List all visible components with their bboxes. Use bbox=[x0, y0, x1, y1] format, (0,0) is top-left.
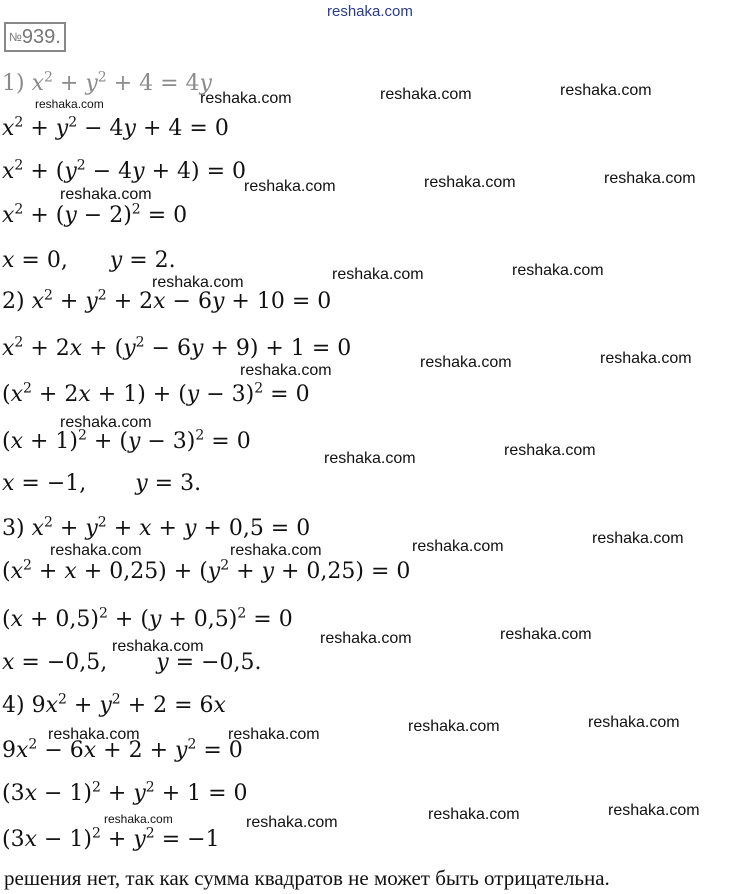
watermark: reshaka.com bbox=[332, 266, 424, 283]
watermark: reshaka.com bbox=[104, 812, 173, 826]
equation-line: 3) $x^2 + y^2 + x + y + 0,5 = 0$ bbox=[2, 514, 311, 541]
watermark: reshaka.com bbox=[230, 542, 322, 559]
watermark: reshaka.com bbox=[320, 630, 412, 647]
watermark: reshaka.com bbox=[428, 806, 520, 823]
equation-line: $(x^2 + x + 0,25) + (y^2 + y + 0,25) = 0$ bbox=[2, 557, 411, 584]
watermark: reshaka.com bbox=[512, 262, 604, 279]
equation-line: $x^2 + (y - 2)^2 = 0$ bbox=[2, 201, 188, 228]
equation-line: $(3x - 1)^2 + y^2 = -1$ bbox=[2, 825, 220, 852]
conclusion-text: решения нет, так как сумма квадратов не может быть отрицательна. bbox=[4, 866, 610, 890]
watermark: reshaka.com bbox=[60, 186, 152, 203]
equation-line: $(3x - 1)^2 + y^2 + 1 = 0$ bbox=[2, 779, 248, 806]
watermark: reshaka.com bbox=[200, 90, 292, 107]
problem-number-box bbox=[4, 22, 66, 52]
watermark: reshaka.com bbox=[380, 86, 472, 103]
watermark: reshaka.com bbox=[324, 450, 416, 467]
equation-line: $(x^2 + 2x + 1) + (y - 3)^2 = 0$ bbox=[2, 380, 310, 407]
watermark: reshaka.com bbox=[228, 726, 320, 743]
watermark: reshaka.com bbox=[50, 542, 142, 559]
watermark: reshaka.com bbox=[240, 362, 332, 379]
equation-line: 4) $9x^2 + y^2 + 2 = 6x$ bbox=[2, 691, 226, 718]
equation-line: $(x + 1)^2 + (y - 3)^2 = 0$ bbox=[2, 427, 251, 454]
watermark: reshaka.com bbox=[246, 814, 338, 831]
watermark: reshaka.com bbox=[424, 174, 516, 191]
watermark: reshaka.com bbox=[152, 274, 244, 291]
watermark: reshaka.com bbox=[48, 726, 140, 743]
watermark: reshaka.com bbox=[412, 538, 504, 555]
watermark: reshaka.com bbox=[500, 626, 592, 643]
watermark: reshaka.com bbox=[600, 350, 692, 367]
equation-line: x = 0, y = 2. bbox=[2, 248, 176, 273]
equation-line: $(x + 0,5)^2 + (y + 0,5)^2 = 0$ bbox=[2, 605, 293, 632]
equation-line: x = −1, y = 3. bbox=[2, 471, 202, 496]
equation-line: 1) $x^2 + y^2 + 4 = 4y$ bbox=[2, 69, 212, 96]
equation-line: $9x^2 - 6x + 2 + y^2 = 0$ bbox=[2, 736, 243, 763]
watermark: reshaka.com bbox=[608, 802, 700, 819]
watermark: reshaka.com bbox=[504, 442, 596, 459]
watermark: reshaka.com bbox=[592, 530, 684, 547]
equation-line: $x^2 + 2x + (y^2 - 6y + 9) + 1 = 0$ bbox=[2, 334, 352, 361]
watermark: reshaka.com bbox=[560, 82, 652, 99]
number-sign: № bbox=[9, 30, 22, 44]
watermark: reshaka.com bbox=[604, 170, 696, 187]
watermark: reshaka.com bbox=[420, 354, 512, 371]
site-name: reshaka.com bbox=[327, 3, 413, 20]
equation-line: $x^2 + (y^2 - 4y + 4) = 0$ bbox=[2, 157, 246, 184]
watermark: reshaka.com bbox=[60, 414, 152, 431]
problem-number: 939. bbox=[21, 26, 61, 48]
watermark: reshaka.com bbox=[35, 97, 104, 111]
watermark: reshaka.com bbox=[244, 178, 336, 195]
watermark: reshaka.com bbox=[588, 714, 680, 731]
equation-line: $x^2 + y^2 - 4y + 4 = 0$ bbox=[2, 114, 229, 141]
equation-line: x = −0,5, y = −0,5. bbox=[2, 650, 262, 675]
watermark: reshaka.com bbox=[112, 638, 204, 655]
watermark: reshaka.com bbox=[408, 718, 500, 735]
equation-line: 2) $x^2 + y^2 + 2x - 6y + 10 = 0$ bbox=[2, 287, 332, 314]
